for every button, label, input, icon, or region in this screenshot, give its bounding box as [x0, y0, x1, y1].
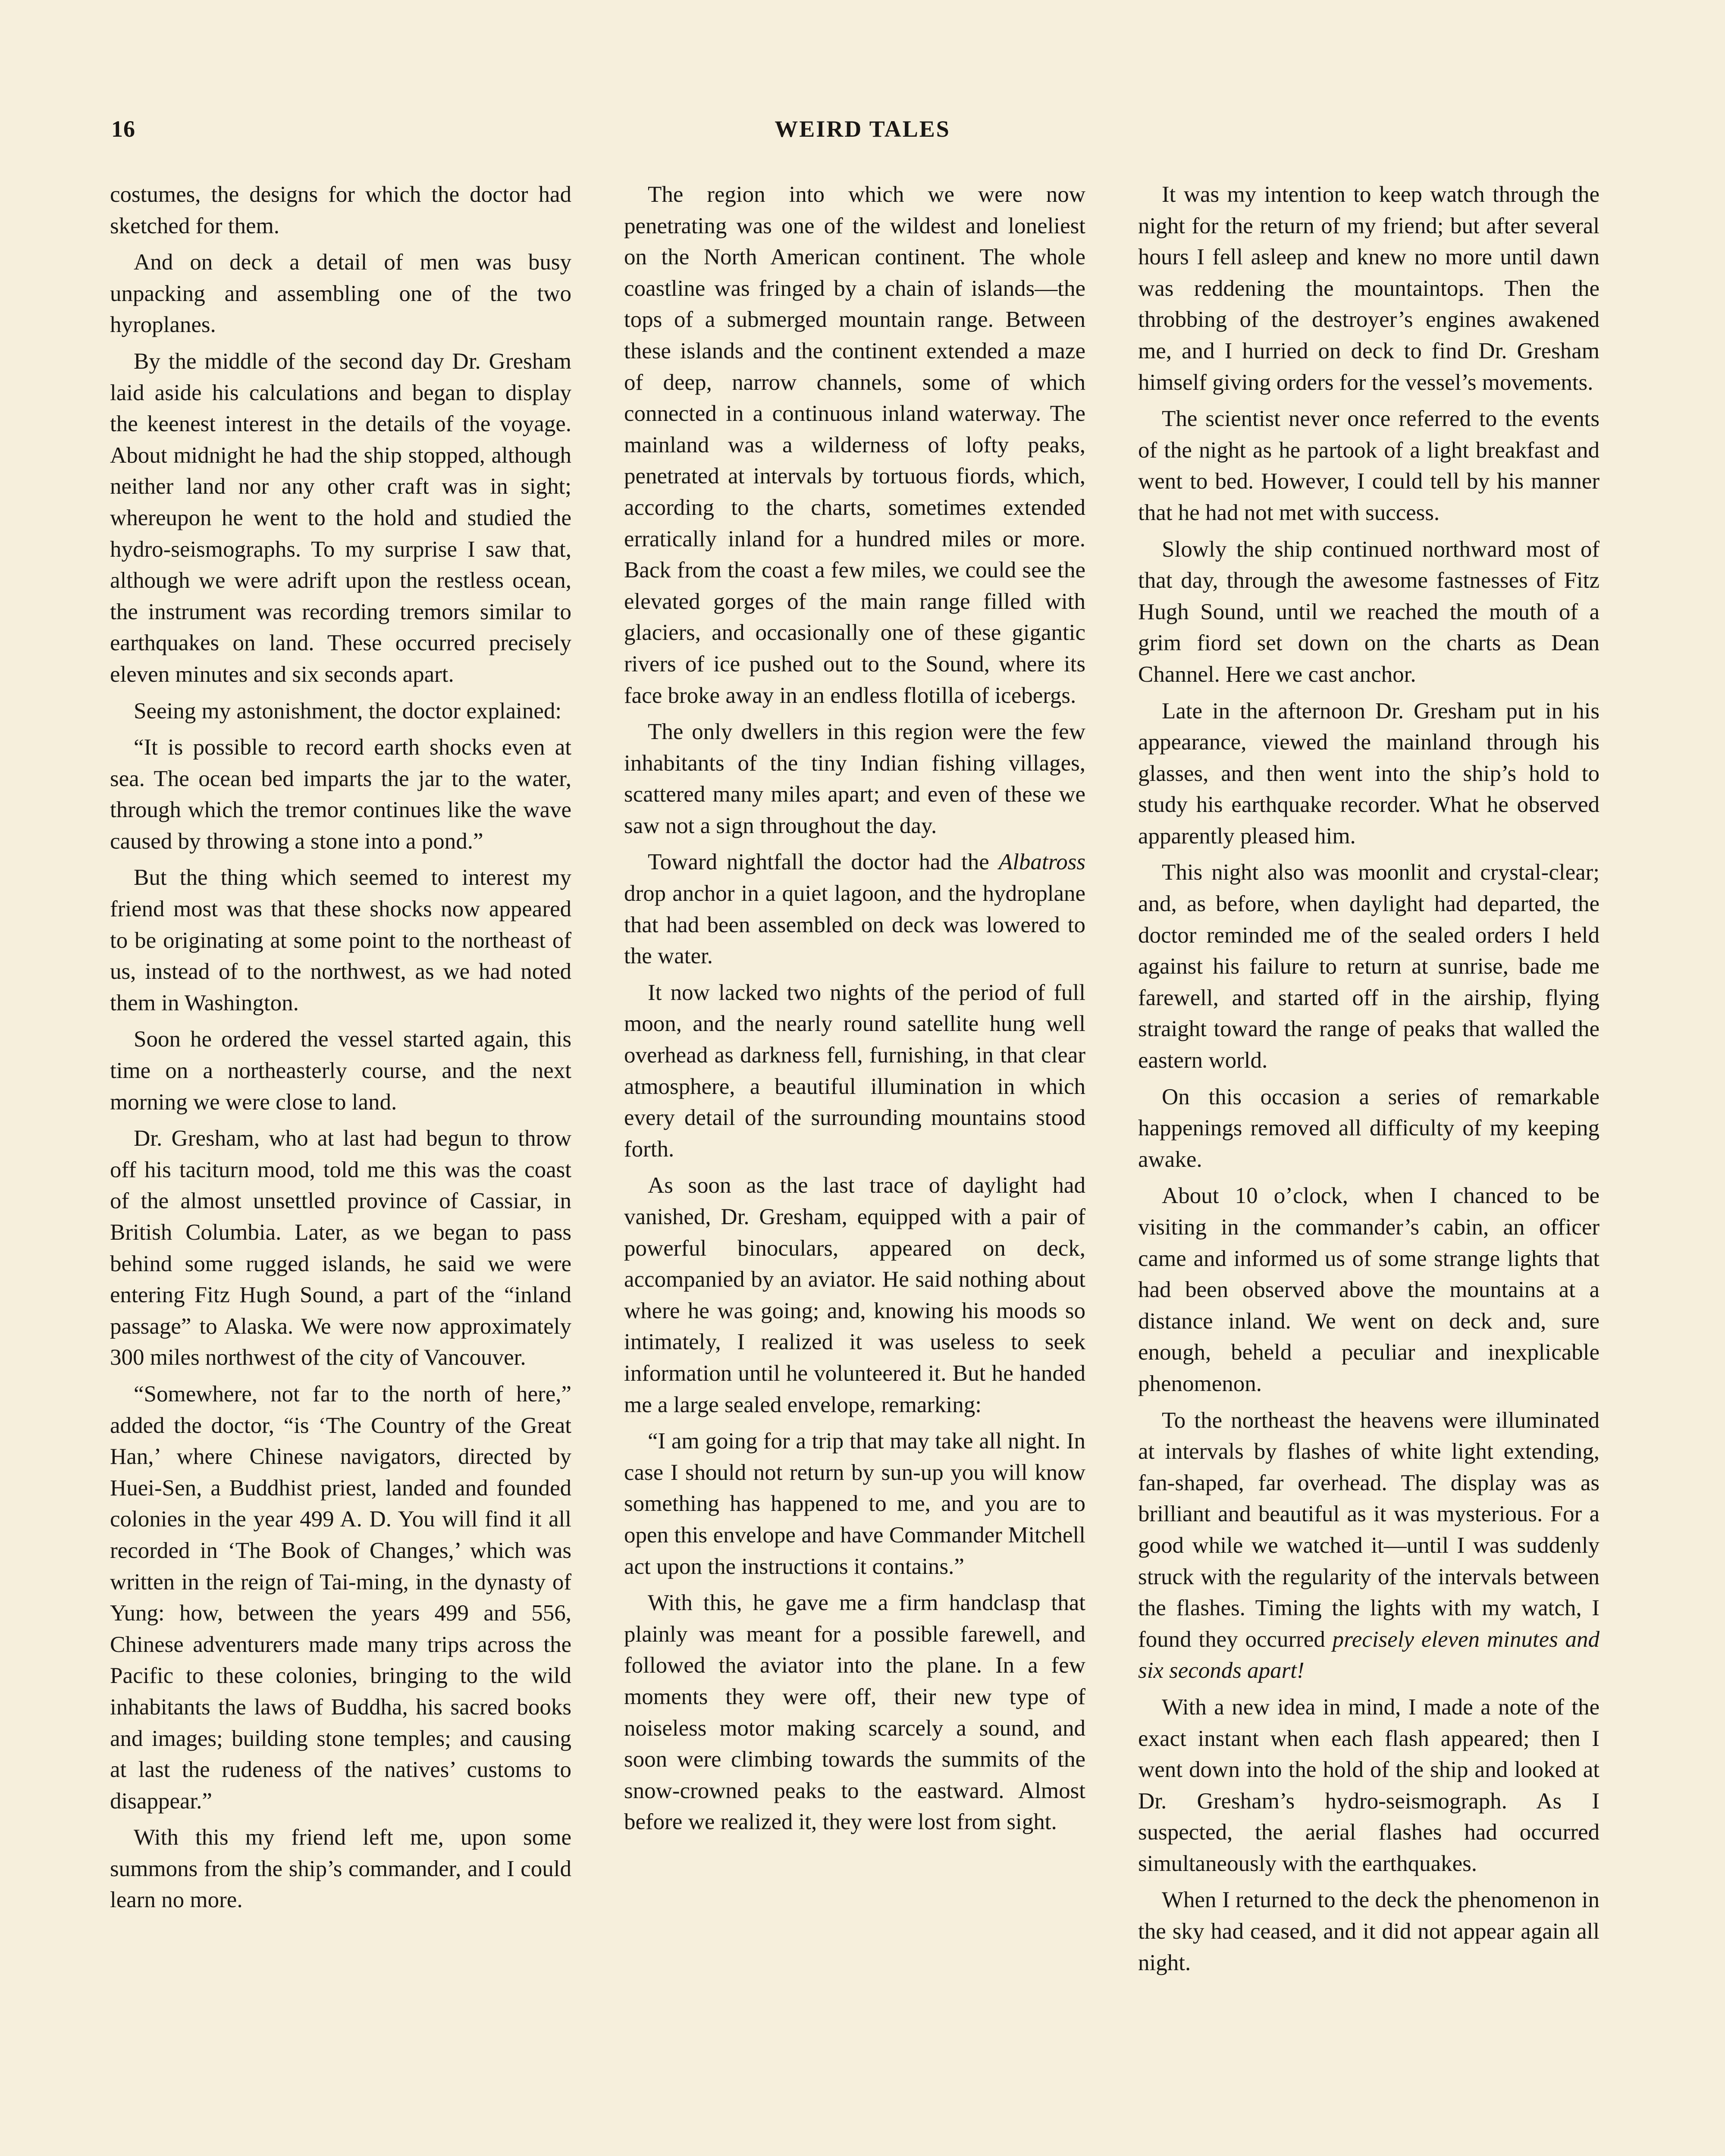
paragraph: The scientist never once referred to the events of the night as he partook of a light breakfast and went to bed. However, I could tell by his manner that he had not met with success. [1138, 406, 1600, 525]
paragraph: The region into which we were now penetrating was one of the wildest and loneliest on the North American continent. The whole coastline was fringed by a chain of islands—the tops of a submerged mountain range. Between these islands and the continent extended a maze of deep, narrow channels, some of which connected in a continuous inland waterway. The mainland was a wilderness of lofty peaks, penetrated at intervals by tortuous fiords, which, according to the charts, sometimes extended erratically inland for a hundred miles or more. Back from the coast a few miles, we could see the elevated gorges of the main range filled with glaciers, and occasionally one of these gigantic rivers of ice pushed out to the Sound, where its face broke away in an endless flotilla of icebergs. [624, 182, 1085, 708]
paragraph: Seeing my astonishment, the doctor explained: [134, 698, 562, 724]
paragraph: This night also was moonlit and crystal-clear; and, as before, when daylight had departed, the doctor reminded me of the sealed orders I held against his failure to return at sunrise, bade me farewell, and started off in the airship, flying straight toward the range of peaks that walled the eastern world. [1138, 860, 1600, 1073]
paragraph: When I returned to the deck the phenomenon in the sky had ceased, and it did not appear again all night. [1138, 1887, 1600, 1975]
paragraph: costumes, the designs for which the doctor had sketched for them. [110, 182, 571, 238]
page-number: 16 [111, 116, 135, 142]
running-head: WEIRD TALES [775, 116, 950, 142]
text-column-1 [110, 179, 571, 2156]
paragraph: But the thing which seemed to interest my friend most was that these shocks now appeared to be originating at some point to the northeast of us, instead of to the northwest, as we had noted them in Washington. [110, 865, 571, 1015]
paragraph: It was my intention to keep watch through the night for the return of my friend; but after several hours I fell asleep and knew no more until dawn was reddening the mountaintops. Then the throbbing of the destroyer’s engines awakened me, and I hurried on deck to find Dr. Gresham himself giving orders for the vessel’s movements. [1138, 182, 1600, 395]
paragraph: The only dwellers in this region were the few inhabitants of the tiny Indian fishing villages, scattered many miles apart; and even of these we saw not a sign throughout the day. [624, 719, 1085, 838]
paragraph: Late in the afternoon Dr. Gresham put in his appearance, viewed the mainland through his glasses, and then went into the ship’s hold to study his earthquake recorder. What he observed apparently pleased him. [1138, 698, 1600, 849]
paragraph: As soon as the last trace of daylight had vanished, Dr. Gresham, equipped with a pair of powerful binoculars, appeared on deck, accompanied by an aviator. He said nothing about where he was going; and, knowing his moods so intimately, I realized it was useless to seek information until he volunteered it. But he handed me a large sealed envelope, remarking: [624, 1173, 1085, 1417]
paragraph: Toward nightfall the doctor had the Albatross drop anchor in a quiet lagoon, and the hydroplane that had been assembled on deck was lowered to the water. [624, 849, 1085, 969]
paragraph: “I am going for a trip that may take all night. In case I should not return by sun-up you will know something has happened to me, and you are to open this envelope and have Commander Mitchell act upon the instructions it contains.” [624, 1429, 1085, 1579]
paragraph: “It is possible to record earth shocks even at sea. The ocean bed imparts the jar to the water, through which the tremor continues like the wave caused by throwing a stone into a pond.” [110, 735, 571, 854]
article-body [110, 179, 1600, 2156]
paragraph: “Somewhere, not far to the north of here,” added the doctor, “is ‘The Country of the Great Han,’ where Chinese navigators, directed by Huei-Sen, a Buddhist priest, landed and founded colonies in the year 499 A. D. You will find it all recorded in ‘The Book of Changes,’ which was written in the reign of Tai-ming, in the dynasty of Yung: how, between the years 499 and 556, Chinese adventurers made many trips across the Pacific to these colonies, bringing to the wild inhabitants the laws of Buddha, his sacred books and images; building stone temples; and causing at last the rudeness of the natives’ customs to disappear.” [110, 1381, 571, 1814]
paragraph: And on deck a detail of men was busy unpacking and assembling one of the two hyroplanes. [110, 250, 571, 338]
paragraph: About 10 o’clock, when I chanced to be visiting in the commander’s cabin, an officer came and informed us of some strange lights that had been observed above the mountains at a distance inland. We went on deck and, sure enough, beheld a peculiar and inexplicable phenomenon. [1138, 1183, 1600, 1396]
paragraph: With this my friend left me, upon some summons from the ship’s commander, and I could learn no more. [110, 1825, 571, 1913]
paragraph: On this occasion a series of remarkable happenings removed all difficulty of my keeping awake. [1138, 1084, 1600, 1172]
paragraph: It now lacked two nights of the period of full moon, and the nearly round satellite hung well overhead as darkness fell, furnishing, in that clear atmosphere, a beautiful illumination in which every detail of the surrounding mountains stood forth. [624, 980, 1085, 1162]
paragraph: Slowly the ship continued northward most of that day, through the awesome fastnesses of Fitz Hugh Sound, until we reached the mouth of a grim fiord set down on the charts as Dean Channel. Here we cast anchor. [1138, 536, 1600, 687]
paragraph: With this, he gave me a firm handclasp that plainly was meant for a possible farewell, and followed the aviator into the plane. In a few moments they were off, their new type of noiseless motor making scarcely a sound, and soon were climbing towards the summits of the snow-crowned peaks to the eastward. Almost before we realized it, they were lost from sight. [624, 1590, 1085, 1835]
text-column-2 [624, 179, 1085, 2156]
paragraph: To the northeast the heavens were illuminated at intervals by flashes of white light extending, fan-shaped, far overhead. The display was as brilliant and beautiful as it was mysterious. For a good while we watched it—until I was suddenly struck with the regularity of the intervals between the flashes. Timing the lights with my watch, I found they occurred precisely eleven minutes and six seconds apart! [1138, 1407, 1600, 1683]
text-column-3 [1138, 179, 1600, 2156]
paragraph: Dr. Gresham, who at last had begun to throw off his taciturn mood, told me this was the coast of the almost unsettled province of Cassiar, in British Columbia. Later, as we began to pass behind some rugged islands, he said we were entering Fitz Hugh Sound, a part of the “inland passage” to Alaska. We were now approximately 300 miles northwest of the city of Vancouver. [110, 1126, 571, 1370]
paragraph: With a new idea in mind, I made a note of the exact instant when each flash appeared; then I went down into the hold of the ship and looked at Dr. Gresham’s hydro-seismograph. As I suspected, the aerial flashes had occurred simultaneously with the earthquakes. [1138, 1694, 1600, 1876]
paragraph: Soon he ordered the vessel started again, this time on a northeasterly course, and the next morning we were close to land. [110, 1027, 571, 1115]
paragraph: By the middle of the second day Dr. Gresham laid aside his calculations and began to display the keenest interest in the details of the voyage. About midnight he had the ship stopped, although neither land nor any other craft was in sight; whereupon he went to the hold and studied the hydro-seismographs. To my surprise I saw that, although we were adrift upon the restless ocean, the instrument was recording tremors similar to earthquakes on land. These occurred precisely eleven minutes and six seconds apart. [110, 348, 571, 687]
